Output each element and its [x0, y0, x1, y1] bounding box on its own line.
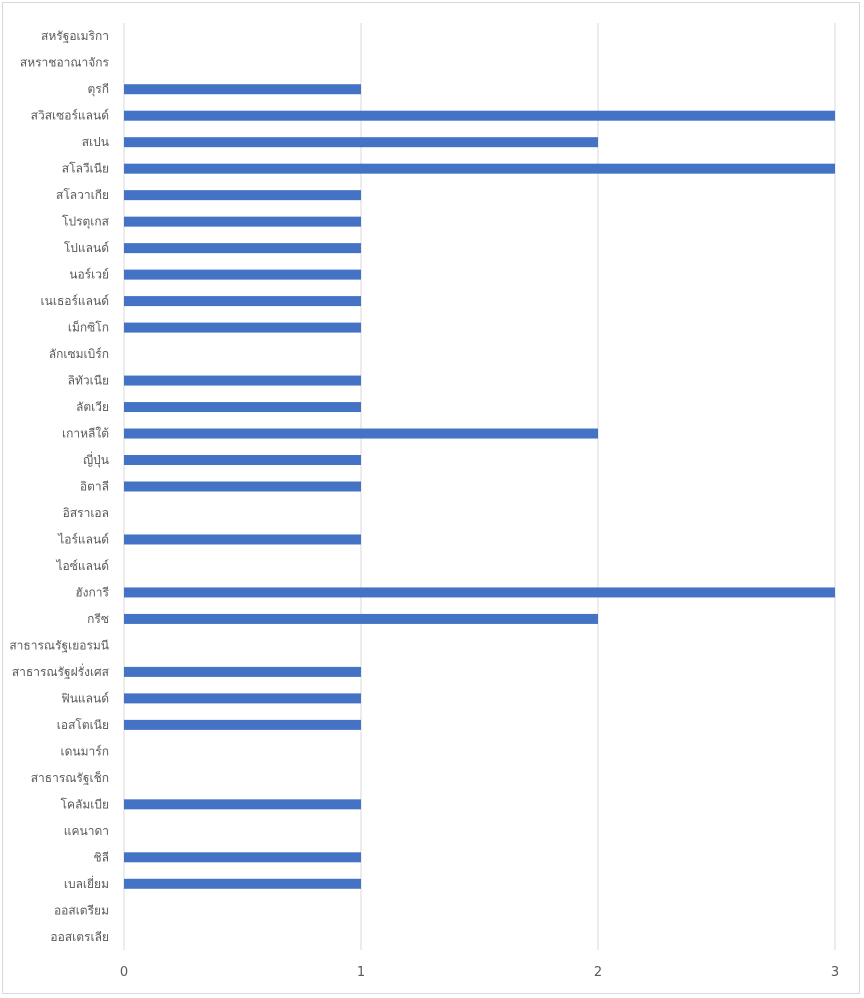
category-label: กรีซ	[87, 611, 109, 626]
category-label: เบลเยี่ยม	[63, 876, 109, 891]
bar	[124, 852, 361, 862]
category-label: สาธารณรัฐเช็ก	[30, 770, 109, 785]
bar	[124, 693, 361, 703]
bar	[124, 482, 361, 492]
category-label: สหรัฐอเมริกา	[41, 29, 109, 44]
bar	[124, 111, 835, 121]
bar	[124, 84, 361, 94]
bar	[124, 243, 361, 253]
x-tick-label: 3	[830, 965, 840, 980]
bar	[124, 879, 361, 889]
category-label: สาธารณรัฐเยอรมนี	[9, 638, 109, 653]
category-label: อิตาลี	[79, 479, 109, 494]
category-label: ไอร์แลนด์	[58, 532, 109, 547]
x-tick-label: 1	[356, 965, 366, 980]
category-label: ลิทัวเนีย	[67, 373, 109, 388]
bars	[124, 84, 835, 889]
bar	[124, 164, 835, 174]
x-tick-labels	[120, 965, 839, 980]
bar	[124, 614, 598, 624]
bar	[124, 296, 361, 306]
category-label: สวิสเซอร์แลนด์	[30, 108, 109, 123]
bar	[124, 455, 361, 465]
category-label: สาธารณรัฐฝรั่งเศส	[11, 664, 109, 679]
category-label: โคลัมเบีย	[60, 797, 109, 812]
category-label: สเปน	[81, 135, 109, 150]
bar	[124, 799, 361, 809]
category-label: ลักเซมเบิร์ก	[48, 347, 109, 362]
category-label: สโลวาเกีย	[56, 188, 109, 203]
bar	[124, 534, 361, 544]
category-label: ฟินแลนด์	[61, 691, 109, 706]
x-tick-label: 0	[119, 965, 129, 980]
category-label: โปแลนด์	[63, 241, 109, 256]
category-label: ออสเตรเลีย	[50, 929, 109, 944]
bar	[124, 217, 361, 227]
category-label: สหราชอาณาจักร	[19, 55, 109, 70]
category-label: ลัตเวีย	[75, 400, 109, 415]
category-label: ออสเตรียม	[53, 903, 109, 918]
category-label: เอสโตเนีย	[56, 717, 109, 732]
category-label: เนเธอร์แลนด์	[40, 294, 109, 309]
category-label: เกาหลีใต้	[61, 426, 109, 441]
category-label: เม็กซิโก	[67, 320, 109, 335]
category-label: สโลวีเนีย	[61, 161, 109, 176]
category-label: นอร์เวย์	[69, 267, 109, 282]
bar	[124, 402, 361, 412]
bar	[124, 190, 361, 200]
bar	[124, 376, 361, 386]
category-label: ฮังการี	[75, 585, 109, 600]
category-label: ชิลี	[93, 850, 109, 865]
category-label: ญี่ปุ่น	[82, 453, 109, 468]
category-label: แคนาดา	[63, 823, 109, 838]
x-tick-label: 2	[593, 965, 603, 980]
bar	[124, 720, 361, 730]
bar	[124, 587, 835, 597]
bar	[124, 667, 361, 677]
bar	[124, 270, 361, 280]
bar	[124, 323, 361, 333]
category-label: อิสราเอล	[62, 505, 109, 520]
bar	[124, 137, 598, 147]
category-label: เดนมาร์ก	[60, 744, 109, 759]
category-labels	[9, 29, 109, 944]
category-label: ไอซ์แลนด์	[56, 558, 109, 573]
bar	[124, 429, 598, 439]
category-label: ตุรกี	[87, 82, 109, 97]
category-label: โปรตุเกส	[62, 214, 109, 229]
